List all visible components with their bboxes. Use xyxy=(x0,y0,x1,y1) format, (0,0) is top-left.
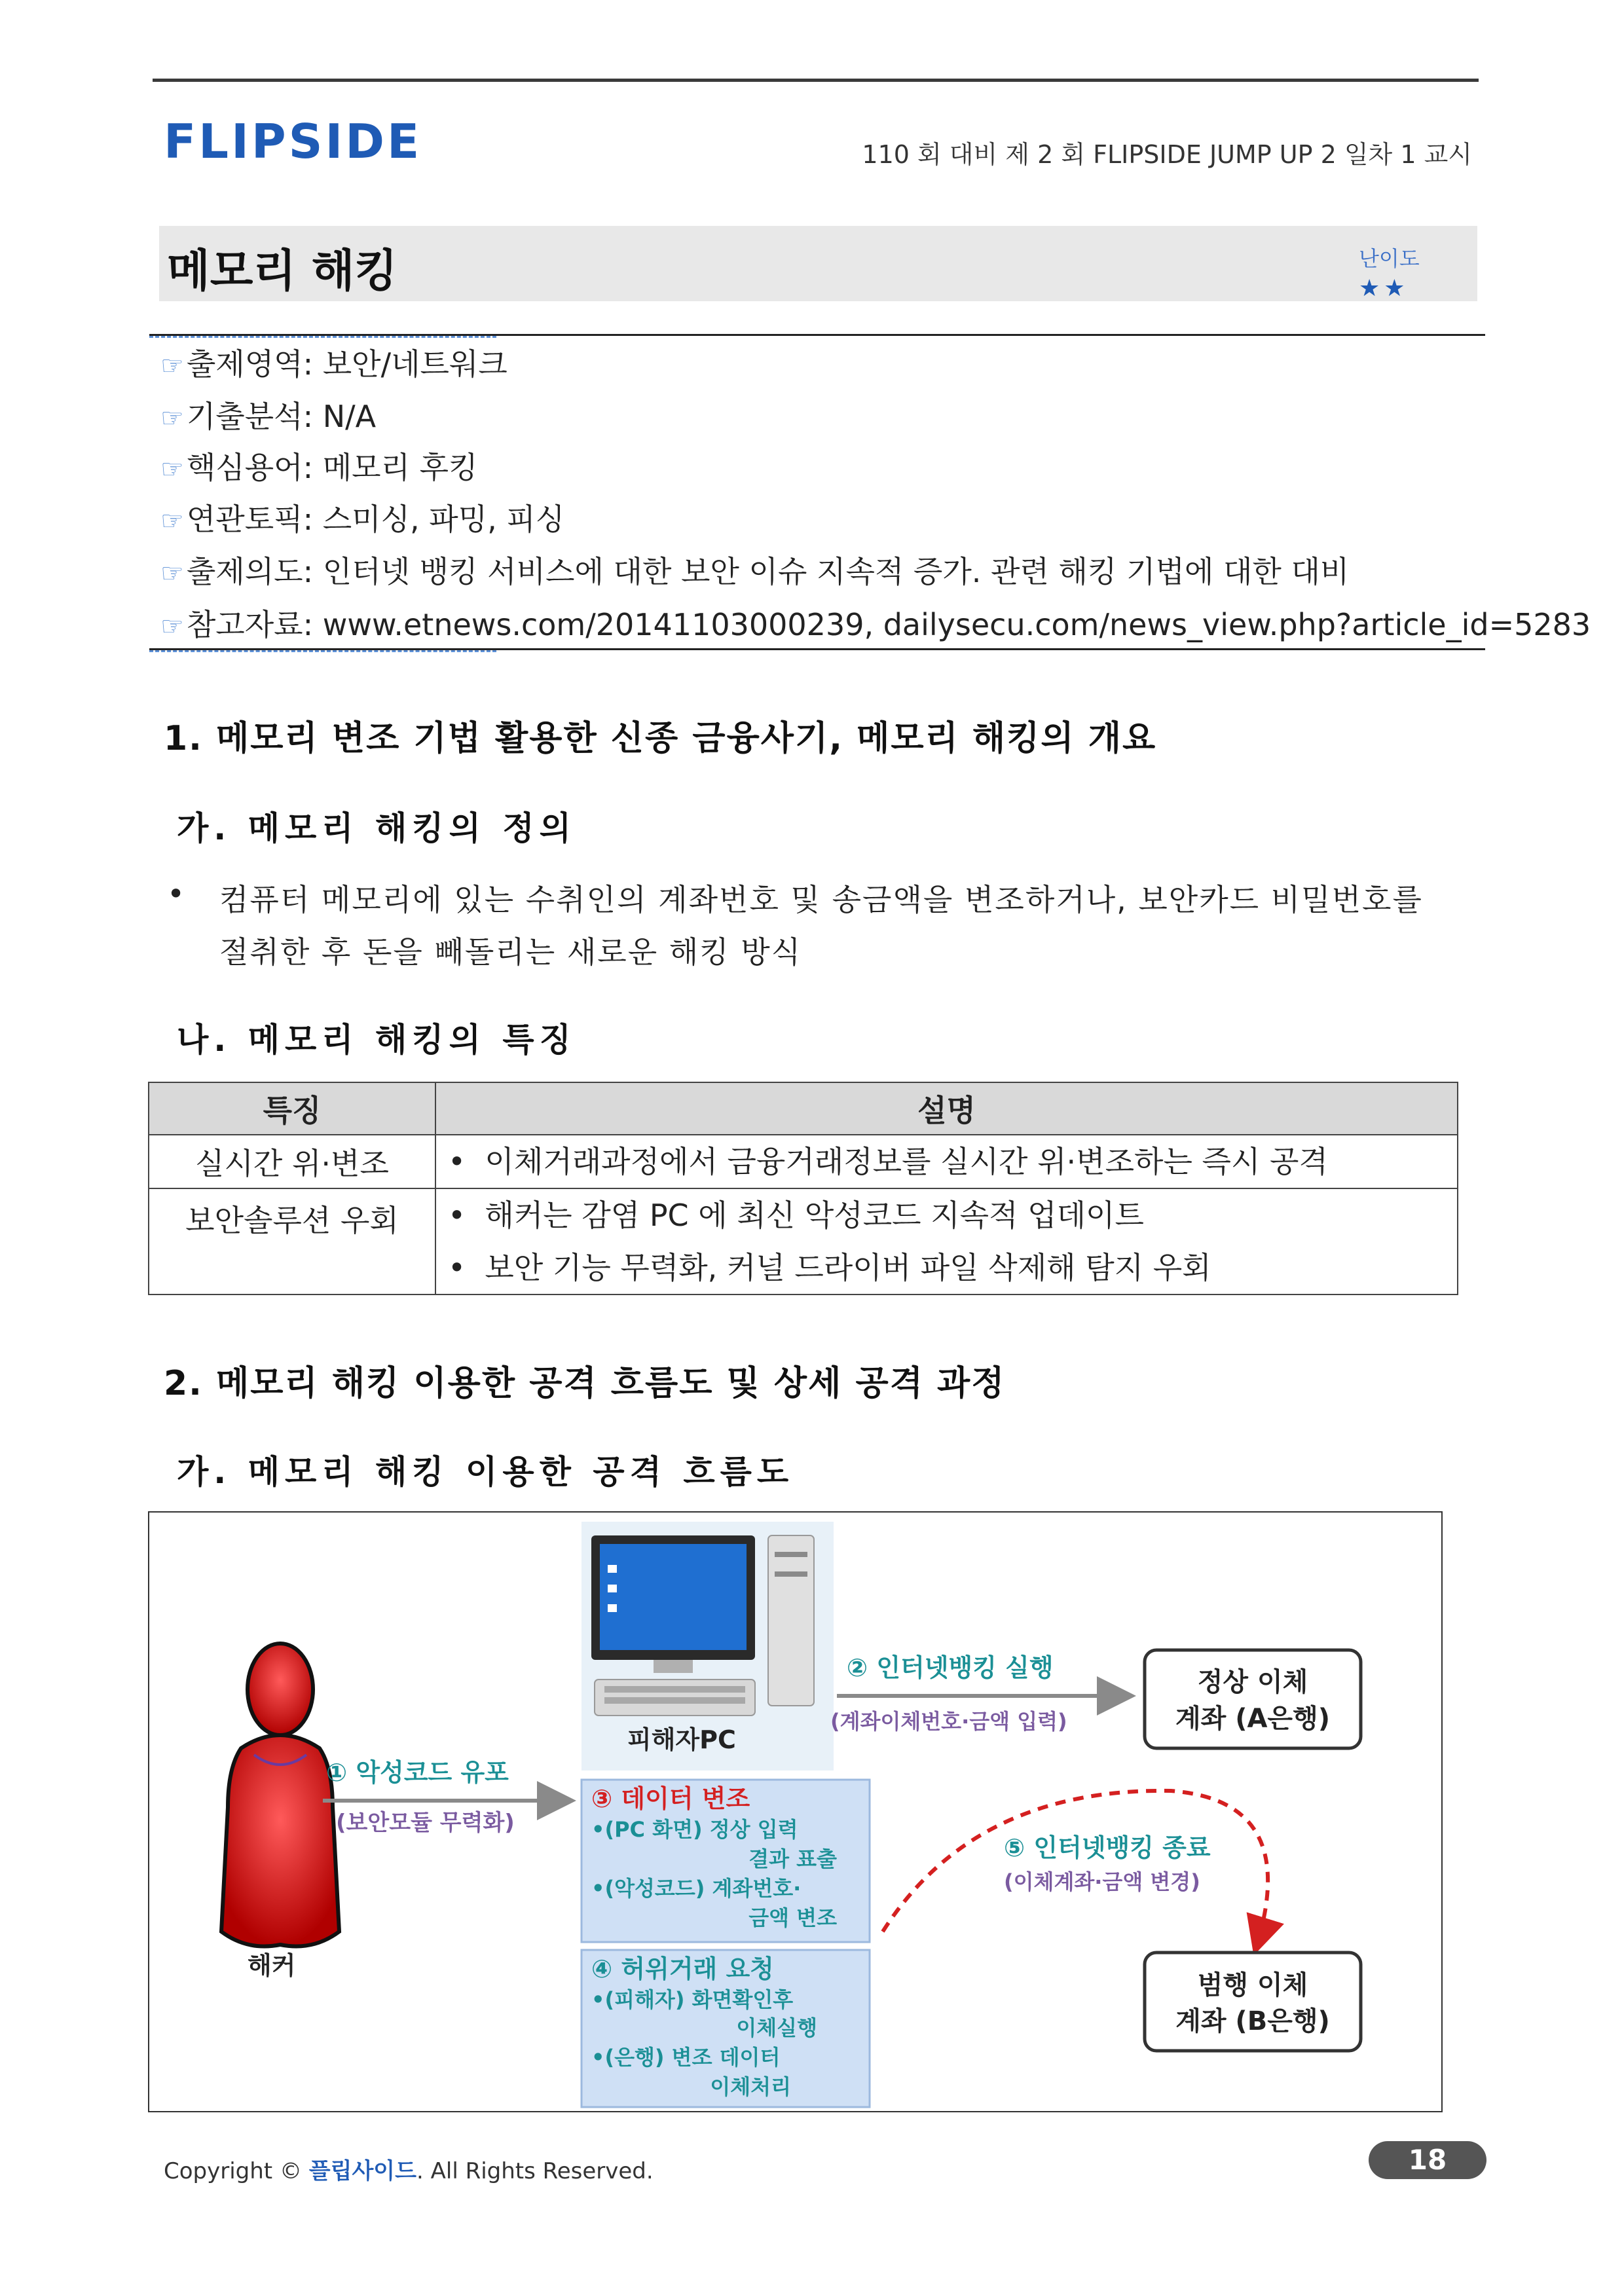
pointing-hand-icon: ☞ xyxy=(160,403,184,433)
table-desc-line: • 해커는 감염 PC 에 최신 악성코드 지속적 업데이트 xyxy=(448,1198,1144,1233)
header-rule xyxy=(153,79,1479,82)
difficulty-stars: ★★ xyxy=(1359,275,1409,302)
computer-icon xyxy=(591,1535,814,1716)
section-2-heading: 2. 메모리 해킹 이용한 공격 흐름도 및 상세 공격 과정 xyxy=(164,1364,1006,1403)
step-3-line1: •(PC 화면) 정상 입력 xyxy=(591,1817,798,1842)
copyright-suffix: . All Rights Reserved. xyxy=(416,2158,654,2184)
step-5-sub: (이체계좌·금액 변경) xyxy=(1004,1869,1200,1894)
pointing-hand-icon: ☞ xyxy=(160,454,184,485)
attack-flow-svg xyxy=(149,1513,1441,2111)
step-4-line3: •(은행) 변조 데이터 xyxy=(591,2045,781,2070)
step-3-line2: 결과 표출 xyxy=(748,1846,837,1871)
table-row xyxy=(149,1188,1458,1294)
copyright-prefix: Copyright © xyxy=(164,2158,302,2184)
step-2-title: ② 인터넷뱅킹 실행 xyxy=(847,1653,1054,1682)
step-4-line2: 이체실행 xyxy=(736,2015,817,2040)
table-cell-desc xyxy=(435,1188,1458,1294)
normal-transfer-line2: 계좌 (A은행) xyxy=(1175,1704,1331,1734)
meta-value: 스미싱, 파밍, 피싱 xyxy=(322,502,565,537)
meta-key: 출제의도 xyxy=(186,554,303,589)
hacker-label: 해커 xyxy=(248,1951,296,1980)
table-row xyxy=(149,1135,1458,1188)
difficulty-label: 난이도 xyxy=(1359,246,1420,271)
meta-key: 출제영역 xyxy=(186,346,303,382)
page-number: 18 xyxy=(1369,2141,1486,2179)
step-5-title: ⑤ 인터넷뱅킹 종료 xyxy=(1004,1833,1211,1862)
normal-transfer-line1: 정상 이체 xyxy=(1197,1667,1308,1697)
meta-row-analysis: ☞기출분석: N/A xyxy=(160,399,377,434)
meta-dash-top xyxy=(149,336,496,338)
crime-transfer-line2: 계좌 (B은행) xyxy=(1175,2006,1330,2036)
copyright-brand: 플립사이드 xyxy=(308,2158,416,2184)
step-1-sub: (보안모듈 무력화) xyxy=(336,1810,515,1836)
meta-row-area: ☞출제영역: 보안/네트워크 xyxy=(160,346,507,382)
features-table xyxy=(148,1082,1458,1295)
section-1b-heading: 나. 메모리 해킹의 특징 xyxy=(177,1021,576,1059)
table-desc-text: 이체거래과정에서 금융거래정보를 실시간 위·변조하는 즉시 공격 xyxy=(485,1144,1328,1179)
meta-value: 보안/네트워크 xyxy=(322,346,507,382)
table-cell-feature: 보안솔루션 우회 xyxy=(149,1188,435,1294)
pointing-hand-icon: ☞ xyxy=(160,506,184,536)
step-4-line1: •(피해자) 화면확인후 xyxy=(591,1987,794,2012)
table-cell-desc xyxy=(435,1135,1458,1188)
header-subtitle: 110 회 대비 제 2 회 FLIPSIDE JUMP UP 2 일차 1 교시 xyxy=(862,140,1472,169)
section-1a-heading: 가. 메모리 해킹의 정의 xyxy=(177,809,576,847)
meta-key: 참고자료 xyxy=(186,607,303,642)
step-3-line4: 금액 변조 xyxy=(748,1905,837,1930)
table-cell-feature: 실시간 위·변조 xyxy=(149,1135,435,1188)
step-4-title: ④ 허위거래 요청 xyxy=(591,1955,774,1983)
victim-pc-label: 피해자PC xyxy=(627,1725,736,1754)
hacker-figure-icon xyxy=(221,1643,339,1947)
meta-value: N/A xyxy=(322,399,377,434)
meta-key: 기출분석 xyxy=(186,399,303,434)
meta-row-topic: ☞연관토픽: 스미싱, 파밍, 피싱 xyxy=(160,502,565,537)
pointing-hand-icon: ☞ xyxy=(160,612,184,642)
meta-value: 인터넷 뱅킹 서비스에 대한 보안 이슈 지속적 증가. 관련 해킹 기법에 대한 대비 xyxy=(322,554,1350,589)
meta-dash-bottom xyxy=(149,650,496,652)
section-2a-heading: 가. 메모리 해킹 이용한 공격 흐름도 xyxy=(177,1453,794,1491)
definition-line-1: 컴퓨터 메모리에 있는 수취인의 계좌번호 및 송금액을 변조하거나, 보안카드 비밀번호를 xyxy=(219,882,1423,917)
section-1-heading: 1. 메모리 변조 기법 활용한 신종 금융사기, 메모리 해킹의 개요 xyxy=(164,719,1157,758)
step-4-line4: 이체처리 xyxy=(710,2074,791,2099)
meta-key: 핵심용어 xyxy=(186,450,303,485)
table-header-feature: 특징 xyxy=(149,1082,435,1135)
table-desc-text: 보안 기능 무력화, 커널 드라이버 파일 삭제해 탐지 우회 xyxy=(485,1250,1211,1285)
flipside-logo: FLIPSIDE xyxy=(164,114,422,169)
table-header-desc: 설명 xyxy=(435,1082,1458,1135)
meta-row-keyword: ☞핵심용어: 메모리 후킹 xyxy=(160,450,478,485)
page-title: 메모리 해킹 xyxy=(167,246,398,297)
table-desc-line: • 이체거래과정에서 금융거래정보를 실시간 위·변조하는 즉시 공격 xyxy=(448,1144,1328,1179)
step-3-title: ③ 데이터 변조 xyxy=(591,1784,750,1813)
meta-row-reference: ☞참고자료: www.etnews.com/20141103000239, dailysecu.com/news_view.php?article_id=5283 xyxy=(160,607,1591,642)
pointing-hand-icon: ☞ xyxy=(160,351,184,381)
meta-key: 연관토픽 xyxy=(186,502,303,537)
attack-flow-diagram xyxy=(148,1511,1443,2112)
step-3-line3: •(악성코드) 계좌번호· xyxy=(591,1876,802,1901)
step-1-title: ① 악성코드 유포 xyxy=(326,1758,509,1787)
meta-value: 메모리 후킹 xyxy=(322,450,478,485)
table-desc-text: 해커는 감염 PC 에 최신 악성코드 지속적 업데이트 xyxy=(485,1198,1144,1233)
footer-copyright xyxy=(164,2153,654,2185)
bullet-dot: • xyxy=(167,876,187,911)
pointing-hand-icon: ☞ xyxy=(160,559,184,589)
meta-value: www.etnews.com/20141103000239, dailysecu.com/news_view.php?article_id=5283 xyxy=(322,607,1591,642)
crime-transfer-line1: 범행 이체 xyxy=(1197,1970,1308,2000)
table-header-row xyxy=(149,1082,1458,1135)
meta-row-intent: ☞출제의도: 인터넷 뱅킹 서비스에 대한 보안 이슈 지속적 증가. 관련 해킹 기법에 대한 대비 xyxy=(160,554,1350,589)
definition-line-2: 절취한 후 돈을 빼돌리는 새로운 해킹 방식 xyxy=(219,934,802,970)
table-desc-line: • 보안 기능 무력화, 커널 드라이버 파일 삭제해 탐지 우회 xyxy=(448,1250,1211,1285)
step-2-sub: (계좌이체번호·금액 입력) xyxy=(830,1709,1067,1734)
